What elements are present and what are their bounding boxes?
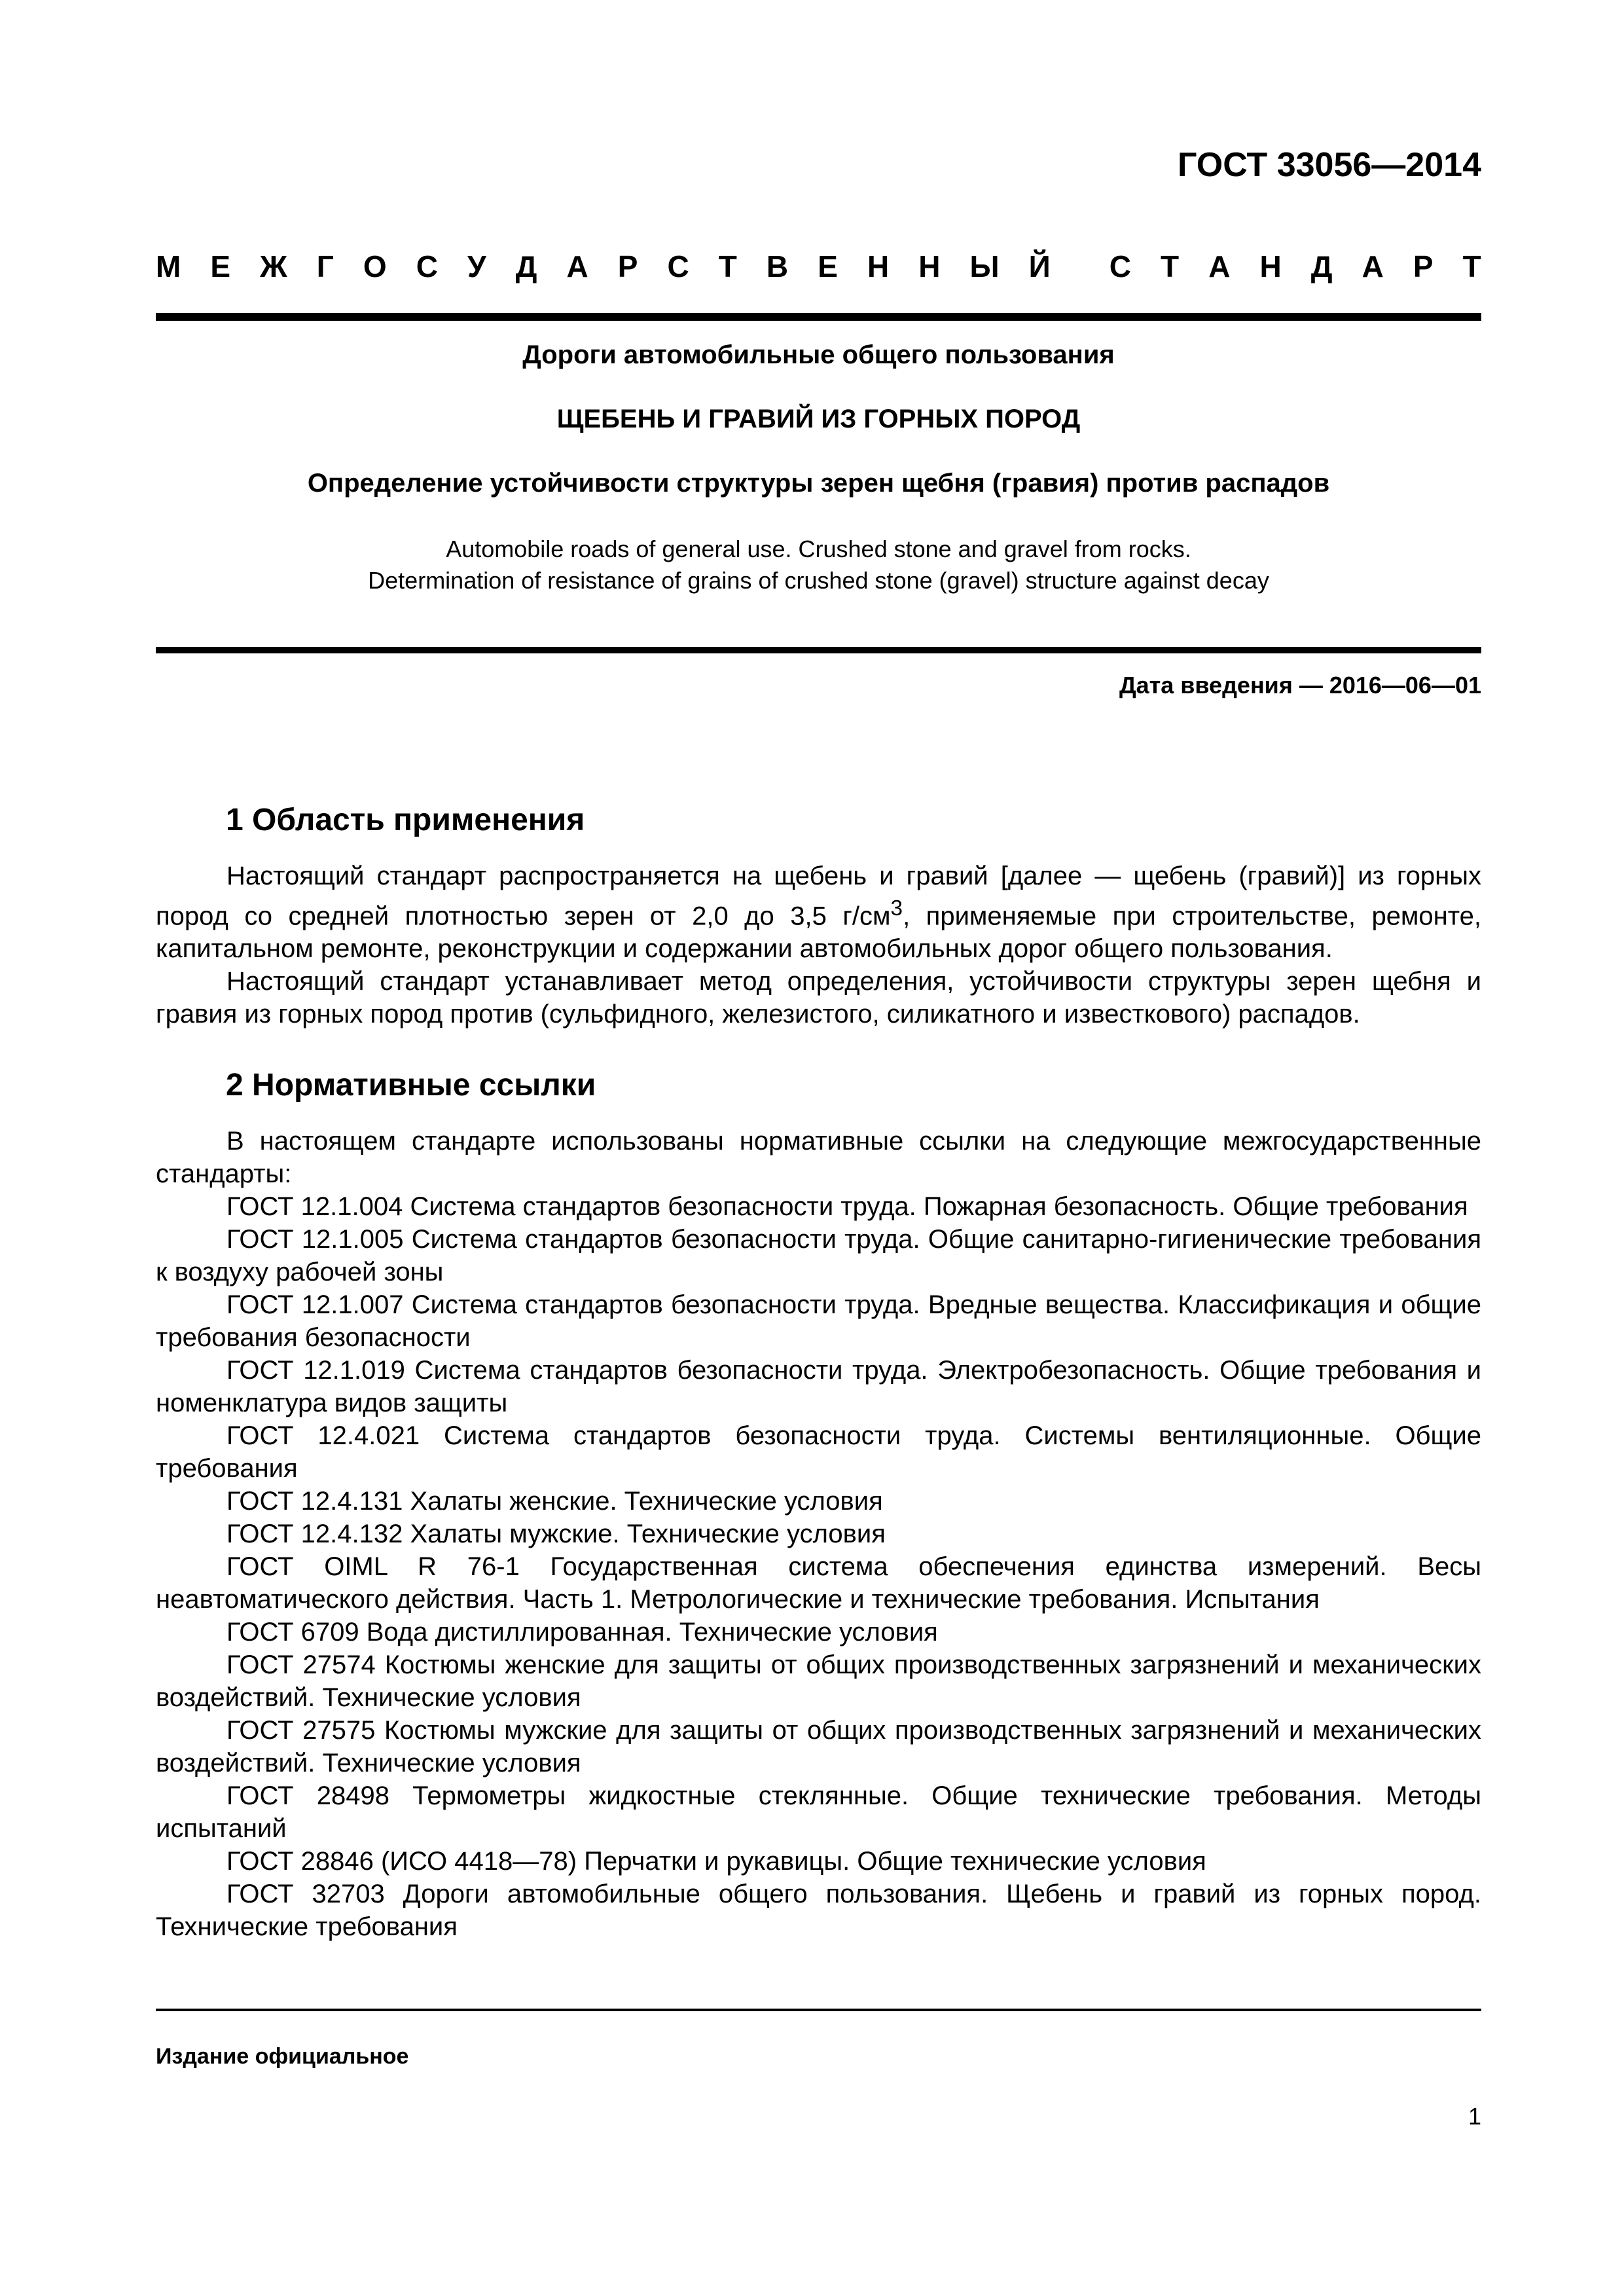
section-1-heading: 1 Область применения — [226, 803, 585, 837]
document-number: ГОСТ 33056—2014 — [1178, 146, 1481, 184]
paragraph — [156, 860, 1481, 965]
standard-type-letter: Н — [1259, 249, 1282, 283]
standard-type-letter: М — [156, 249, 181, 283]
reference-item: ГОСТ 12.1.004 Система стандартов безопасности труда. Пожарная безопасность. Общие требования — [226, 1192, 1468, 1221]
standard-type-letter: Р — [617, 249, 638, 283]
standard-type-letter: У — [467, 249, 486, 283]
standard-type-letter: Т — [1161, 249, 1180, 283]
reference-item: ГОСТ 28846 (ИСО 4418—78) Перчатки и рукавицы. Общие технические условия — [226, 1847, 1206, 1876]
document-title: ЩЕБЕНЬ И ГРАВИЙ ИЗ ГОРНЫХ ПОРОД — [556, 405, 1081, 433]
standard-type-letter: А — [1208, 249, 1231, 283]
reference-item: ГОСТ 28498 Термометры жидкостные стеклянные. Общие технические требования. Методы испытаний — [156, 1781, 1481, 1843]
document-subtitle: Дороги автомобильные общего пользования — [522, 340, 1115, 369]
standard-type-letter: Г — [316, 249, 334, 283]
standard-type-letter: Ы — [969, 249, 1000, 283]
standard-type-letter: Е — [818, 249, 838, 283]
introduction-date: Дата введения — 2016—06—01 — [1119, 672, 1481, 699]
reference-item: ГОСТ 12.1.019 Система стандартов безопасности труда. Электробезопасность. Общие требования и номенклатура видов защиты — [156, 1356, 1481, 1417]
standard-type-letter: С — [667, 249, 689, 283]
standard-type-letter: С — [1109, 249, 1131, 283]
reference-item: ГОСТ 12.4.132 Халаты мужские. Технические условия — [226, 1520, 886, 1548]
standard-type-letter: Ж — [260, 249, 287, 283]
english-title — [156, 534, 1481, 596]
section-1-body — [156, 860, 1481, 1030]
reference-item: ГОСТ 32703 Дороги автомобильные общего пользования. Щебень и гравий из горных пород. Технические требования — [156, 1880, 1481, 1941]
standard-type-letter: Т — [1462, 249, 1481, 283]
reference-item: ГОСТ 12.4.021 Система стандартов безопасности труда. Системы вентиляционные. Общие требования — [156, 1421, 1481, 1483]
section-2-body — [156, 1125, 1481, 1943]
page-number: 1 — [1468, 2103, 1481, 2130]
reference-item: ГОСТ 12.1.007 Система стандартов безопасности труда. Вредные вещества. Классификация и общие требования безопасности — [156, 1290, 1481, 1352]
standard-type-heading — [156, 249, 1481, 284]
official-edition-note: Издание официальное — [156, 2044, 409, 2069]
paragraph: Настоящий стандарт устанавливает метод определения, устойчивости структуры зерен щебня и гравия из горных пород против (сульфидного, железистого, силикатного и известкового) распадов. — [156, 967, 1481, 1029]
reference-item: ГОСТ 27575 Костюмы мужские для защиты от общих производственных загрязнений и механических воздействий. Технические условия — [156, 1716, 1481, 1777]
standard-type-letter: Д — [515, 249, 537, 283]
standard-type-letter: Е — [210, 249, 231, 283]
section-2-heading: 2 Нормативные ссылки — [226, 1068, 596, 1102]
title-divider — [156, 647, 1481, 653]
standard-type-letter: А — [1362, 249, 1384, 283]
standard-type-letter: С — [416, 249, 438, 283]
superscript: 3 — [890, 896, 903, 920]
footer-divider — [156, 2009, 1481, 2011]
standard-type-letter: Т — [718, 249, 737, 283]
paragraph-text: , применяемые при строительстве, ремонте, капитальном ремонте, реконструкции и содержании автомобильных дорог общего пользования. — [156, 902, 1482, 964]
reference-item: ГОСТ 12.1.005 Система стандартов безопасности труда. Общие санитарно-гигиенические требования к воздуху рабочей зоны — [156, 1225, 1481, 1286]
reference-item: ГОСТ 12.4.131 Халаты женские. Технические условия — [226, 1487, 883, 1516]
standard-type-letter: А — [566, 249, 588, 283]
standard-type-letter: В — [766, 249, 789, 283]
standard-type-letter: Д — [1310, 249, 1333, 283]
english-title-line: Determination of resistance of grains of crushed stone (gravel) structure against decay — [368, 567, 1269, 594]
standard-type-letter: Н — [918, 249, 941, 283]
reference-item: ГОСТ OIML R 76-1 Государственная система обеспечения единства измерений. Весы неавтоматического действия. Часть 1. Метрологические и технические требования. Испытания — [156, 1552, 1481, 1614]
standard-type-letter: Й — [1028, 249, 1051, 283]
header-divider — [156, 313, 1481, 321]
reference-item: ГОСТ 6709 Вода дистиллированная. Технические условия — [226, 1618, 938, 1647]
standard-type-letter: Н — [867, 249, 890, 283]
paragraph: В настоящем стандарте использованы нормативные ссылки на следующие межгосударственные стандарты: — [156, 1127, 1481, 1188]
paragraph-text: Настоящий стандарт распространяется на щебень и гравий [далее — щебень (гравий)] из горных пород со средней плотностью зерен от 2,0 до 3,5 г/см — [156, 862, 1481, 931]
standard-type-letter: О — [363, 249, 387, 283]
standard-type-letter: Р — [1413, 249, 1434, 283]
reference-item: ГОСТ 27574 Костюмы женские для защиты от общих производственных загрязнений и механических воздействий. Технические условия — [156, 1650, 1481, 1712]
document-part-title: Определение устойчивости структуры зерен щебня (гравия) против распадов — [307, 469, 1330, 498]
english-title-line: Automobile roads of general use. Crushed stone and gravel from rocks. — [446, 536, 1191, 562]
